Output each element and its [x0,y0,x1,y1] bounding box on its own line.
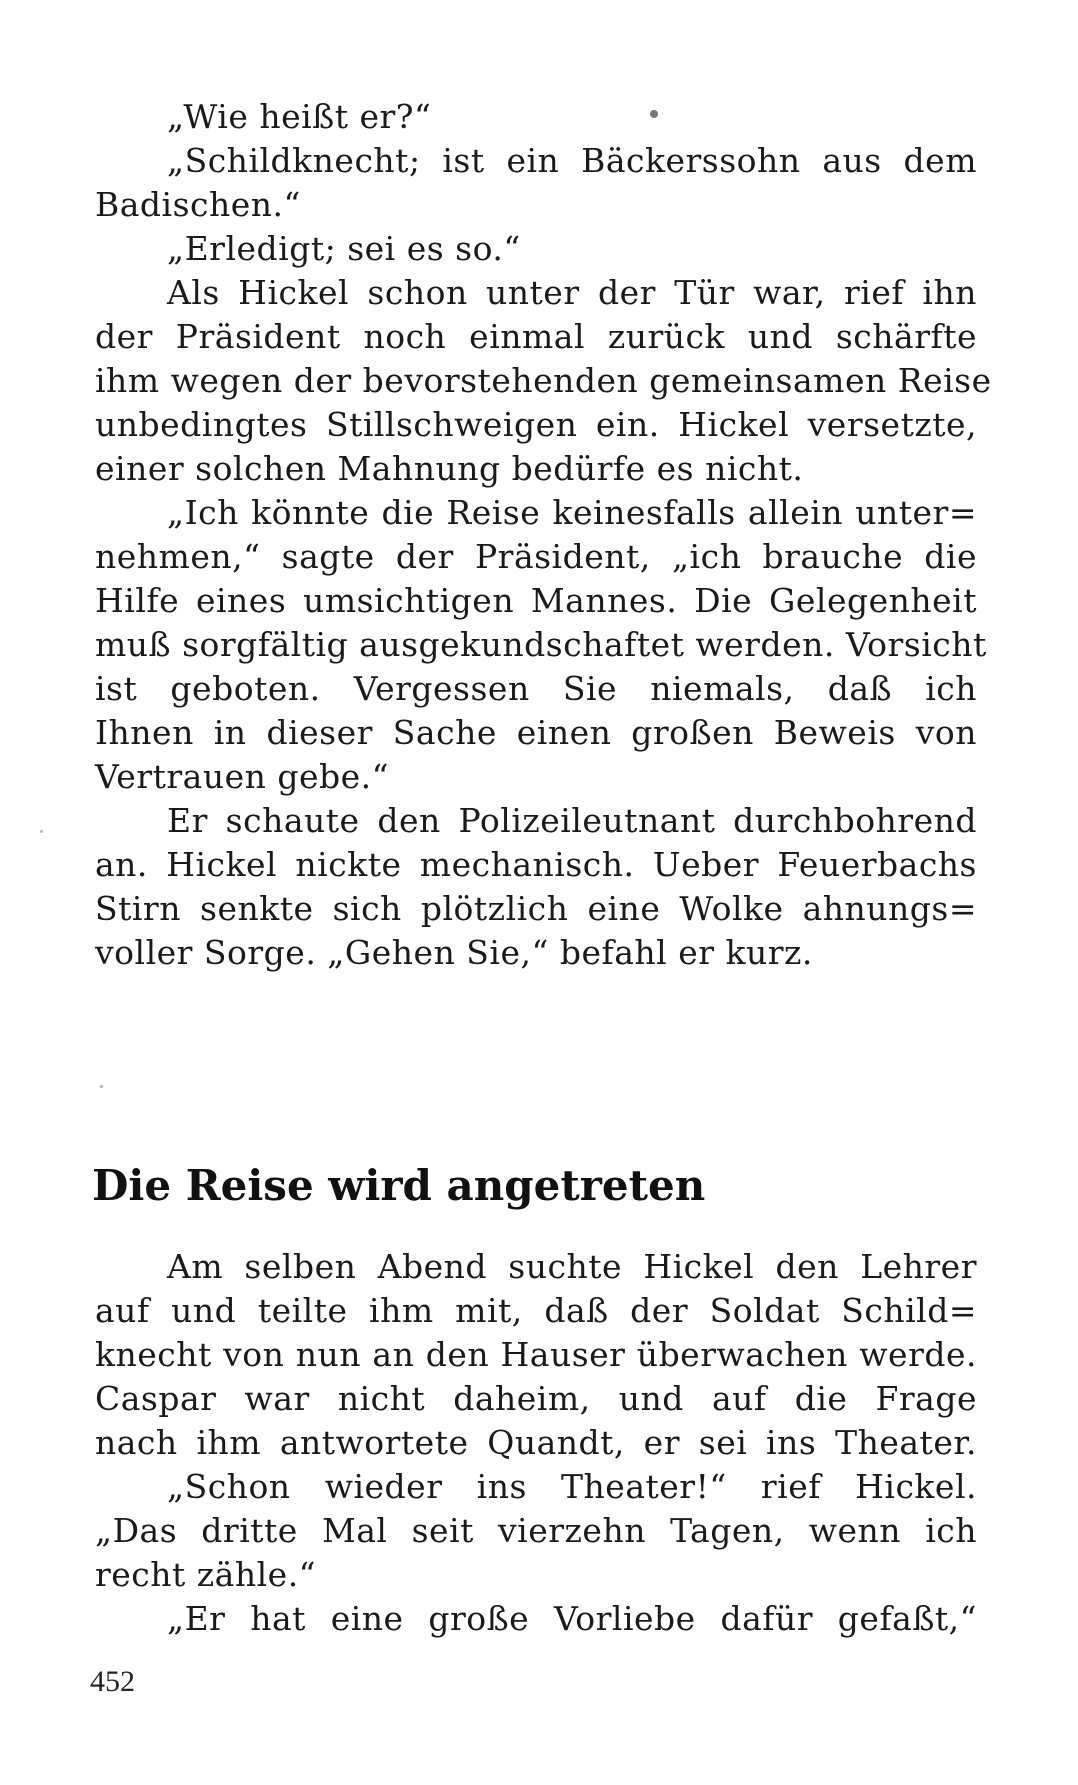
text-line: Ihnen in dieser Sache einen großen Beweis von [95,713,977,752]
text-line: „Er hat eine große Vorliebe dafür gefaßt,“ [167,1599,977,1638]
print-speck [40,830,43,833]
text-line: Am selben Abend suchte Hickel den Lehrer [167,1247,977,1286]
text-block-before-heading [95,95,992,975]
text-line: Vertrauen gebe.“ [95,757,390,796]
text-line: „Schon wieder ins Theater!“ rief Hickel. [167,1467,977,1506]
text-line: nach ihm antwortete Quandt, er sei ins Theater. [95,1423,977,1462]
text-line: recht zähle.“ [95,1555,317,1594]
print-speck [650,110,658,118]
text-line: „Wie heißt er?“ [167,97,432,136]
text-line: ihm wegen der bevorstehenden gemeinsamen Reise [95,361,992,400]
text-line: ist geboten. Vergessen Sie niemals, daß ich [95,669,977,708]
text-line: muß sorgfältig ausgekundschaftet werden. Vorsicht [95,625,987,664]
text-line: auf und teilte ihm mit, daß der Soldat Schild= [95,1291,977,1330]
text-line: nehmen,“ sagte der Präsident, „ich brauche die [95,537,977,576]
text-line: Er schaute den Polizeileutnant durchbohrend [167,801,977,840]
text-line: der Präsident noch einmal zurück und schärfte [95,317,977,356]
text-line: „Ich könnte die Reise keinesfalls allein unter= [167,493,977,532]
text-line: unbedingtes Stillschweigen ein. Hickel versetzte, [95,405,977,444]
text-line: knecht von nun an den Hauser überwachen werde. [95,1335,977,1374]
text-line: „Das dritte Mal seit vierzehn Tagen, wenn ich [95,1511,977,1550]
text-line: an. Hickel nickte mechanisch. Ueber Feuerbachs [95,845,977,884]
text-line: „Erledigt; sei es so.“ [167,229,521,268]
text-line: Stirn senkte sich plötzlich eine Wolke ahnungs= [95,889,977,928]
text-block-after-heading [95,1245,977,1641]
text-line: voller Sorge. „Gehen Sie,“ befahl er kurz. [95,933,813,972]
section-heading: Die Reise wird angetreten [92,1161,706,1210]
page-number: 452 [90,1665,135,1698]
text-line: einer solchen Mahnung bedürfe es nicht. [95,449,804,488]
text-line: „Schildknecht; ist ein Bäckerssohn aus dem [167,141,977,180]
text-line: Caspar war nicht daheim, und auf die Frage [95,1379,977,1418]
print-speck [100,1085,103,1088]
text-line: Als Hickel schon unter der Tür war, rief ihn [167,273,977,312]
text-line: Badischen.“ [95,185,301,224]
text-line: Hilfe eines umsichtigen Mannes. Die Gelegenheit [95,581,977,620]
